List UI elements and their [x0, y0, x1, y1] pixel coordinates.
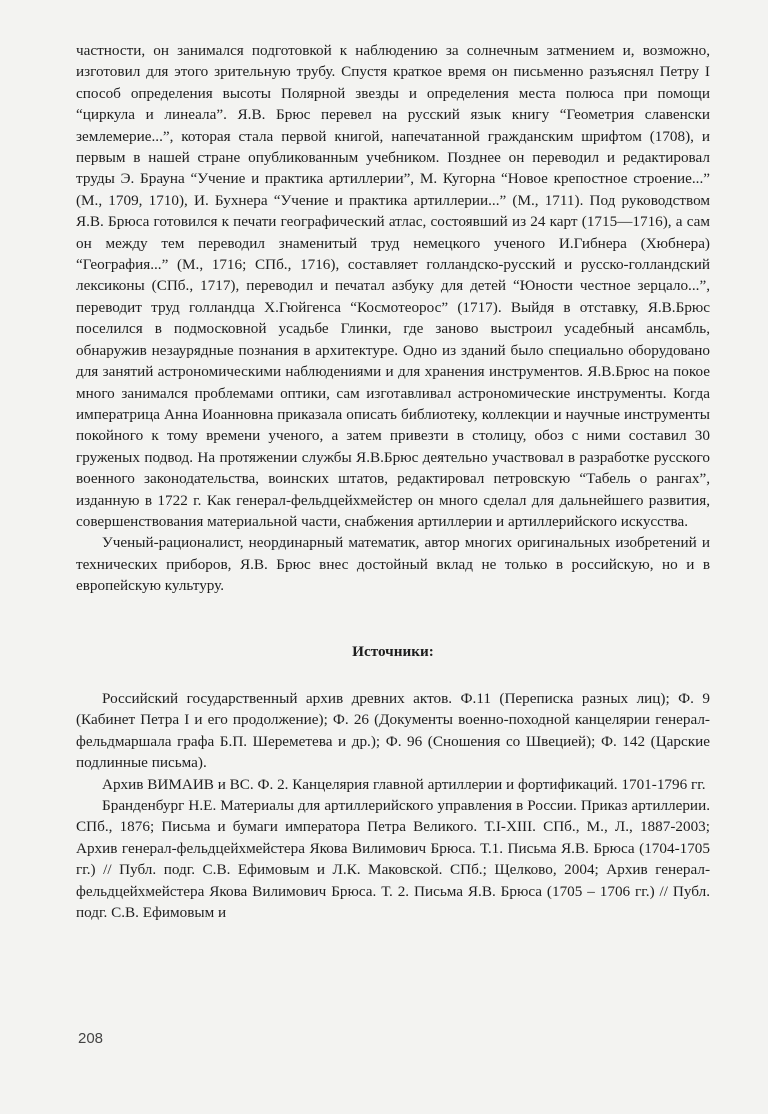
- body-text: [76, 40, 710, 923]
- source-item: Архив ВИМАИВ и ВС. Ф. 2. Канцелярия главной артиллерии и фортификаций. 1701-1796 гг.: [102, 775, 706, 793]
- paragraph-continuation: частности, он занимался подготовкой к наблюдению за солнечным затмением и, возможно, изготовил для этого зрительную трубу. Спустя краткое время он письменно разъяснял Петру I способ определения высоты Полярной звезды и определения места полюса при помощи “циркула и линеала”. Я.В. Брюс перевел на русский язык книгу “Геометрия славенски землемерие...”, которая стала первой книгой, напечатанной гражданским шрифтом (1708), и первым в нашей стране опубликованным учебником. Позднее он переводил и редактировал труды Э. Брауна “Учение и практика артиллерии”, М. Кугорна “Новое крепостное строение...” (М., 1709, 1710), И. Бухнера “Учение и практика артиллерии...” (М., 1711). Под руководством Я.В. Брюса готовился к печати географический атлас, состоявший из 24 карт (1715—1716), а сам он между тем переводил знаменитый труд немецкого ученого И.Гибнера (Хюбнера) “География...” (М., 1716; СПб., 1716), составляет голландско-русский и русско-голландский лексиконы (СПб., 1717), переводил и печатал азбуку для детей “Юности честное зерцало...”, переводит труд голландца Х.Гюйгенса “Космотеорос” (1717). Выйдя в отставку, Я.В.Брюс поселился в подмосковной усадьбе Глинки, где заново выстроил усадебный ансамбль, обнаружив незаурядные познания в архитектуре. Одно из зданий было специально оборудовано для занятий астрономическими наблюдениями и для хранения инструментов. Я.В.Брюс на покое много занимался проблемами оптики, сам изготавливал астрономические инструменты. Когда императрица Анна Иоанновна приказала описать библиотеку, коллекции и научные инструменты покойного к тому времени ученого, а затем привезти в столицу, обоз с ними составил 30 груженых подвод. На протяжении службы Я.В.Брюс деятельно участвовал в разработке русского военного законодательства, воинских штатов, редактировал петровскую “Табель о рангах”, изданную в 1722 г. Как генерал-фельдцейхмейстер он много сделал для дальнейшего развития, совершенствования материальной части, снабжения артиллерии и артиллерийского искусства.: [76, 42, 710, 530]
- paragraph-conclusion: Ученый-рационалист, неординарный математик, автор многих оригинальных изобретений и технических приборов, Я.В. Брюс внес достойный вклад не только в российскую, но и в европейскую культуру.: [76, 534, 710, 595]
- page-number: 208: [78, 1030, 104, 1047]
- source-item: Бранденбург Н.Е. Материалы для артиллерийского управления в России. Приказ артиллерии. СПб., 1876; Письма и бумаги императора Петра Великого. Т.I-XIII. СПб., М., Л., 1887-2003; Архив генерал-фельдцейхмейстера Якова Вилимович Брюса. Т.1. Письма Я.В. Брюса (1704-1705 гг.) // Публ. подг. С.В. Ефимовым и Л.К. Маковской. СПб.; Щелково, 2004; Архив генерал-фельдцейхмейстера Якова Вилимович Брюса. Т. 2. Письма Я.В. Брюса (1705 – 1706 гг.) // Публ. подг. С.В. Ефимовым и: [76, 797, 710, 922]
- sources-heading: Источники:: [352, 642, 434, 660]
- source-item: Российский государственный архив древних актов. Ф.11 (Переписка разных лиц); Ф. 9 (Кабинет Петра I и его продолжение); Ф. 26 (Документы военно-походной канцелярии генерал-фельдмаршала графа Б.П. Шереметева и др.); Ф. 96 (Сношения со Швецией); Ф. 142 (Царские подлинные письма).: [76, 689, 710, 772]
